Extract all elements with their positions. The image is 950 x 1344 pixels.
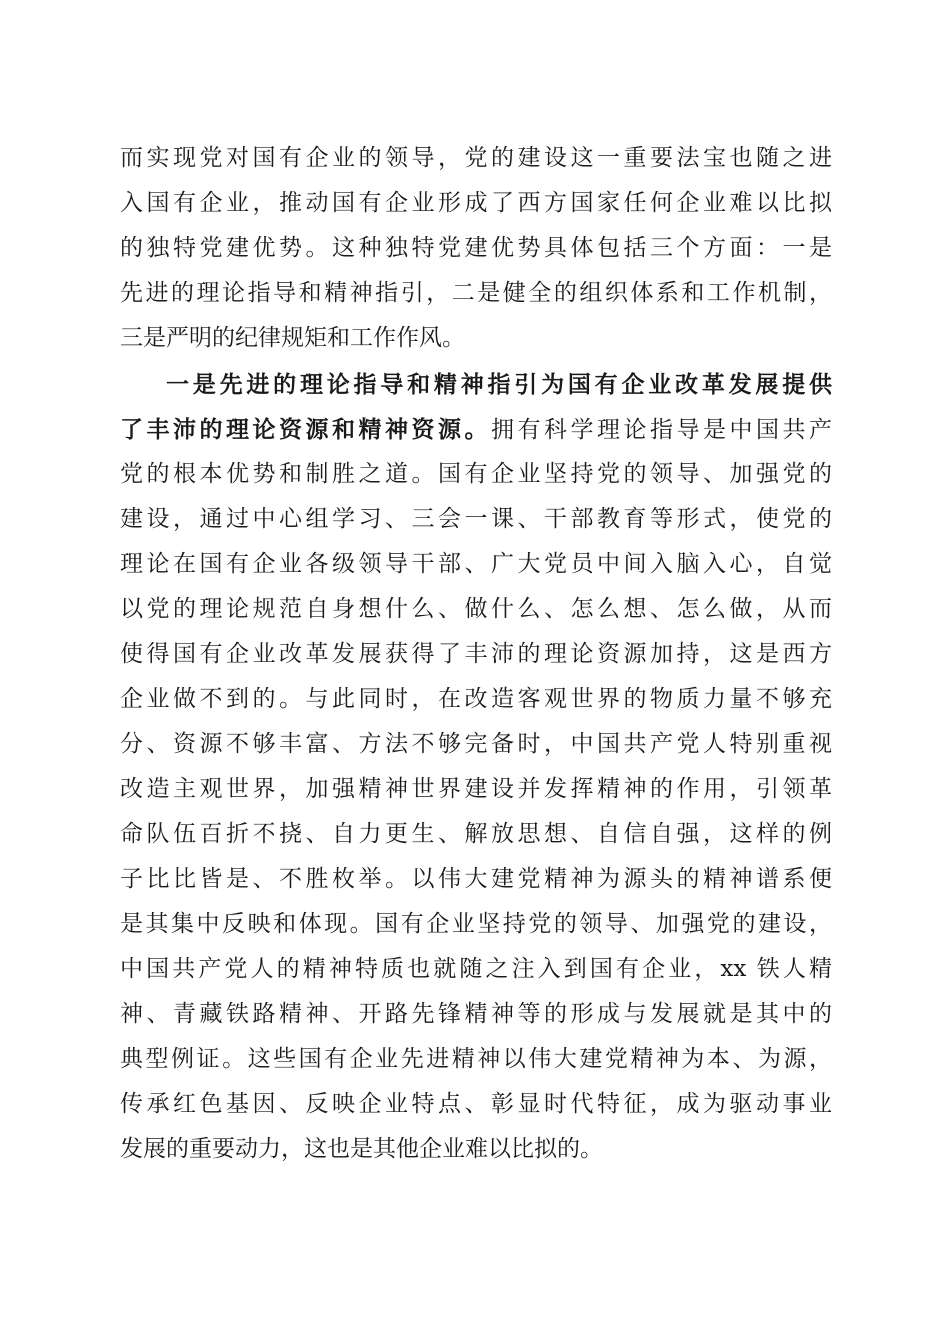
paragraph-2-line-17: 传承红色基因、反映企业特点、彰显时代特征，成为驱动事业 xyxy=(120,1091,832,1117)
paragraph-2-line-5: 理论在国有企业各级领导干部、广大党员中间入脑入心，自觉 xyxy=(120,551,832,577)
paragraph-1-line-5: 三是严明的纪律规矩和工作作风。 xyxy=(120,325,465,351)
paragraph-2-line-11: 命队伍百折不挠、自力更生、解放思想、自信自强，这样的例 xyxy=(120,821,832,847)
paragraph-2-line-6: 以党的理论规范自身想什么、做什么、怎么想、怎么做，从而 xyxy=(120,596,832,622)
paragraph-2-heading-line-2: 了丰沛的理论资源和精神资源。 xyxy=(120,416,491,443)
paragraph-2-line-3: 党的根本优势和制胜之道。国有企业坚持党的领导、加强党的 xyxy=(120,461,832,487)
paragraph-2-line-4: 建设，通过中心组学习、三会一课、干部教育等形式，使党的 xyxy=(120,506,832,532)
paragraph-1-line-1: 而实现党对国有企业的领导，党的建设这一重要法宝也随之进 xyxy=(120,145,832,171)
paragraph-2-line-10: 改造主观世界，加强精神世界建设并发挥精神的作用，引领革 xyxy=(120,776,832,802)
paragraph-1-line-2: 入国有企业，推动国有企业形成了西方国家任何企业难以比拟 xyxy=(120,190,832,216)
paragraph-2-line-15: 神、青藏铁路精神、开路先锋精神等的形成与发展就是其中的 xyxy=(120,1001,832,1027)
paragraph-2-line-13: 是其集中反映和体现。国有企业坚持党的领导、加强党的建设， xyxy=(120,911,832,937)
paragraph-2-line-16: 典型例证。这些国有企业先进精神以伟大建党精神为本、为源， xyxy=(120,1046,832,1072)
paragraph-2-line-7: 使得国有企业改革发展获得了丰沛的理论资源加持，这是西方 xyxy=(120,641,832,667)
paragraph-2-line-18: 发展的重要动力，这也是其他企业难以比拟的。 xyxy=(120,1136,603,1162)
paragraph-2-line-12: 子比比皆是、不胜枚举。以伟大建党精神为源头的精神谱系便 xyxy=(120,866,832,892)
paragraph-2-line-14: 中国共产党人的精神特质也就随之注入到国有企业，xx 铁人精 xyxy=(120,956,832,982)
paragraph-2-line-2 xyxy=(120,407,832,452)
paragraph-2-line-9: 分、资源不够丰富、方法不够完备时，中国共产党人特别重视 xyxy=(120,731,832,757)
paragraph-2-line-2-rest: 拥有科学理论指导是中国共产 xyxy=(491,417,832,443)
paragraph-1-line-4: 先进的理论指导和精神指引，二是健全的组织体系和工作机制， xyxy=(120,280,832,306)
paragraph-2-line-8: 企业做不到的。与此同时，在改造客观世界的物质力量不够充 xyxy=(120,686,832,712)
paragraph-2 xyxy=(120,362,832,1172)
paragraph-1-line-3: 的独特党建优势。这种独特党建优势具体包括三个方面：一是 xyxy=(120,235,832,261)
paragraph-1 xyxy=(120,136,832,361)
paragraph-2-heading-line-1: 一是先进的理论指导和精神指引为国有企业改革发展提供 xyxy=(166,371,832,398)
